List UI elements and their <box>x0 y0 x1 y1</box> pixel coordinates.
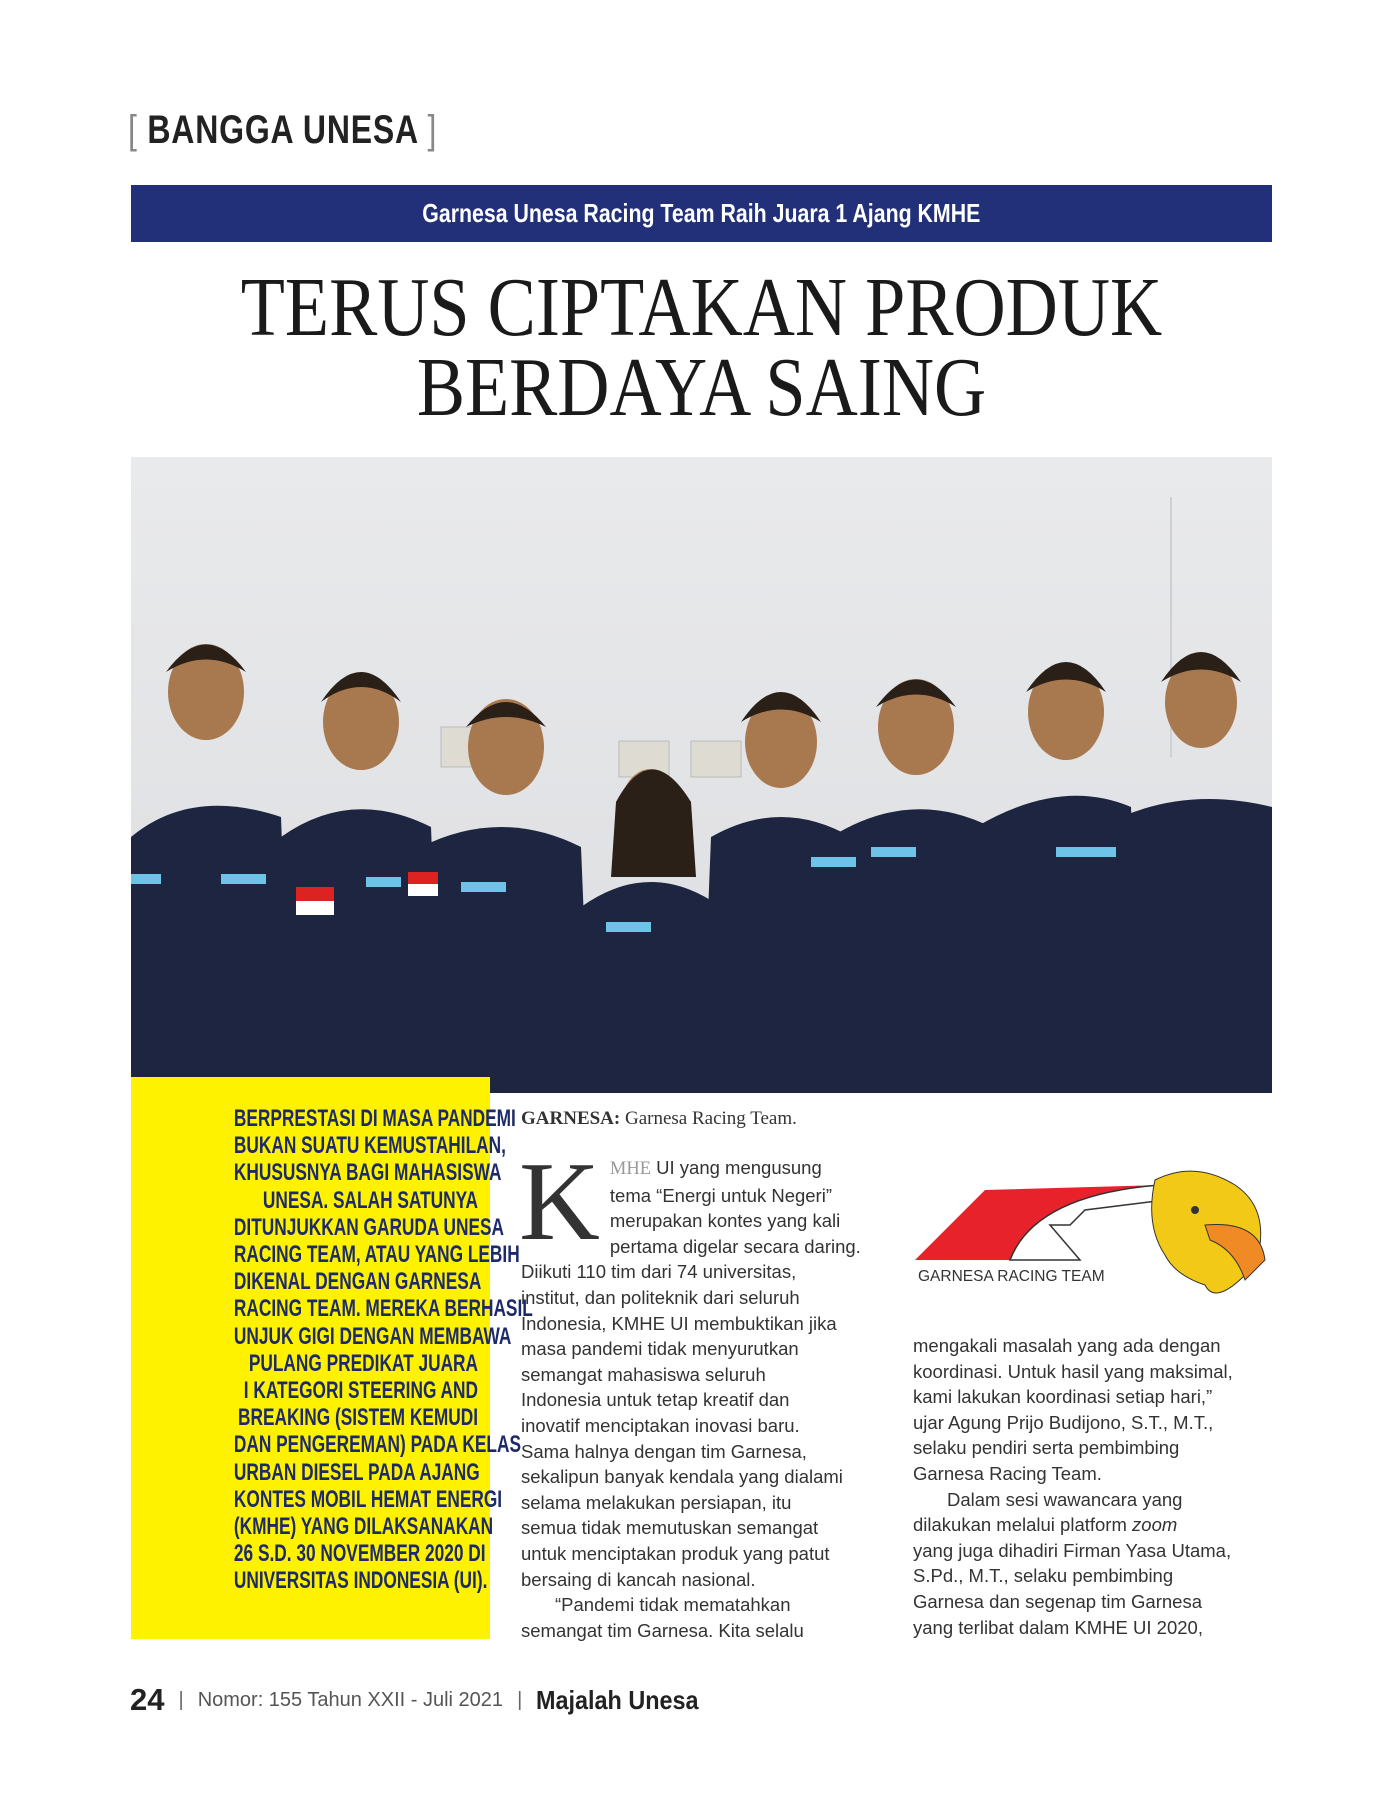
separator: | <box>517 1688 523 1711</box>
kicker-bar <box>131 185 1272 242</box>
body-line: Garnesa Racing Team. <box>913 1462 1102 1484</box>
lead-line: (KMHE) YANG DILAKSANAKAN <box>233 1513 494 1541</box>
lead-line: BREAKING (SISTEM KEMUDI <box>237 1404 478 1432</box>
body-line: merupakan kontes yang kali <box>609 1210 841 1232</box>
lead-line: DAN PENGEREMAN) PADA KELAS <box>233 1431 521 1459</box>
body-line: ujar Agung Prijo Budijono, S.T., M.T., <box>913 1411 1214 1433</box>
caption-label: GARNESA: <box>521 1108 621 1129</box>
lead-line: RACING TEAM, ATAU YANG LEBIH <box>233 1241 520 1269</box>
lead-line: I KATEGORI STEERING AND <box>243 1377 478 1405</box>
logo-text: GARNESA RACING TEAM <box>918 1268 1105 1285</box>
page-footer <box>130 1682 717 1718</box>
issue-info: Nomor: 155 Tahun XXII - Juli 2021 <box>197 1688 504 1711</box>
lead-line: BERPRESTASI DI MASA PANDEMI <box>233 1105 516 1132</box>
body-line: sekalipun banyak kendala yang dialami <box>521 1466 843 1488</box>
italic-term: zoom <box>1132 1514 1178 1536</box>
lead-box <box>131 1077 533 1639</box>
body-line: selama melakukan persiapan, itu <box>521 1491 792 1513</box>
headline-line-1: TERUS CIPTAKAN PRODUK <box>240 261 1163 354</box>
body-column-1 <box>519 1140 886 1643</box>
body-line: kami lakukan koordinasi setiap hari,” <box>913 1386 1213 1408</box>
kicker-text: Garnesa Unesa Racing Team Raih Juara 1 Ajang KMHE <box>422 198 981 228</box>
body-line: Sama halnya dengan tim Garnesa, <box>521 1440 807 1462</box>
lead-line: URBAN DIESEL PADA AJANG <box>233 1458 480 1486</box>
body-line: semangat tim Garnesa. Kita selalu <box>521 1619 804 1641</box>
section-rubric <box>128 108 437 153</box>
body-line: Indonesia, KMHE UI membuktikan jika <box>521 1312 837 1334</box>
page-number: 24 <box>130 1682 165 1717</box>
small-caps: MHE <box>609 1159 652 1179</box>
body-line: mengakali masalah yang ada dengan <box>913 1335 1221 1356</box>
body-line: Garnesa dan segenap tim Garnesa <box>913 1590 1202 1612</box>
photo-caption <box>521 1108 797 1130</box>
body-line: UI yang mengusung <box>651 1157 822 1178</box>
bracket-close: ] <box>427 108 438 152</box>
headline <box>131 261 1272 434</box>
lead-line: UNESA. SALAH SATUNYA <box>262 1186 478 1214</box>
body-line: Indonesia untuk tetap kreatif dan <box>521 1389 790 1411</box>
caption-text: Garnesa Racing Team. <box>620 1108 797 1129</box>
drop-cap: K <box>519 1140 600 1264</box>
lead-line: BUKAN SUATU KEMUSTAHILAN, <box>233 1132 506 1160</box>
separator: | <box>178 1688 184 1711</box>
headline-line-2: BERDAYA SAING <box>416 341 987 434</box>
body-line: koordinasi. Untuk hasil yang maksimal, <box>913 1360 1233 1382</box>
body-line: semua tidak memutuskan semangat <box>521 1517 819 1539</box>
bracket-open: [ <box>128 108 138 152</box>
body-column-2 <box>913 1333 1273 1640</box>
body-line: S.Pd., M.T., selaku pembimbing <box>913 1565 1174 1587</box>
lead-line: DITUNJUKKAN GARUDA UNESA <box>233 1213 505 1241</box>
body-line: selaku pendiri serta pembimbing <box>913 1437 1180 1459</box>
team-photo <box>131 457 1272 1093</box>
lead-line: RACING TEAM. MEREKA BERHASIL <box>233 1295 533 1323</box>
body-line: Diikuti 110 tim dari 74 universitas, <box>521 1261 797 1283</box>
body-line: Dalam sesi wawancara yang <box>947 1488 1183 1510</box>
body-line: institut, dan politeknik dari seluruh <box>521 1286 800 1308</box>
lead-line: UNJUK GIGI DENGAN MEMBAWA <box>233 1322 512 1350</box>
body-line: yang terlibat dalam KMHE UI 2020, <box>913 1616 1203 1638</box>
garnesa-logo <box>915 1165 1270 1310</box>
body-line: pertama digelar secara daring. <box>609 1235 861 1257</box>
rubric-label: BANGGA UNESA <box>147 108 418 152</box>
lead-line: UNIVERSITAS INDONESIA (UI). <box>233 1567 488 1595</box>
lead-line: 26 S.D. 30 NOVEMBER 2020 DI <box>233 1540 486 1568</box>
magazine-name: Majalah Unesa <box>536 1684 699 1715</box>
body-line: semangat mahasiswa seluruh <box>521 1363 766 1385</box>
body-line: masa pandemi tidak menyurutkan <box>521 1338 799 1360</box>
body-line: untuk menciptakan produk yang patut <box>521 1542 830 1564</box>
lead-line: KHUSUSNYA BAGI MAHASISWA <box>233 1159 502 1187</box>
body-line: “Pandemi tidak mematahkan <box>555 1594 791 1616</box>
body-line: yang juga dihadiri Firman Yasa Utama, <box>913 1539 1232 1561</box>
lead-line: DIKENAL DENGAN GARNESA <box>233 1268 482 1296</box>
lead-line: KONTES MOBIL HEMAT ENERGI <box>233 1485 503 1513</box>
body-line: tema “Energi untuk Negeri” <box>609 1184 832 1206</box>
body-line: inovatif menciptakan inovasi baru. <box>521 1414 800 1436</box>
body-line: dilakukan melalui platform <box>913 1514 1133 1536</box>
lead-line: PULANG PREDIKAT JUARA <box>248 1349 478 1377</box>
body-line: bersaing di kancah nasional. <box>521 1568 756 1590</box>
